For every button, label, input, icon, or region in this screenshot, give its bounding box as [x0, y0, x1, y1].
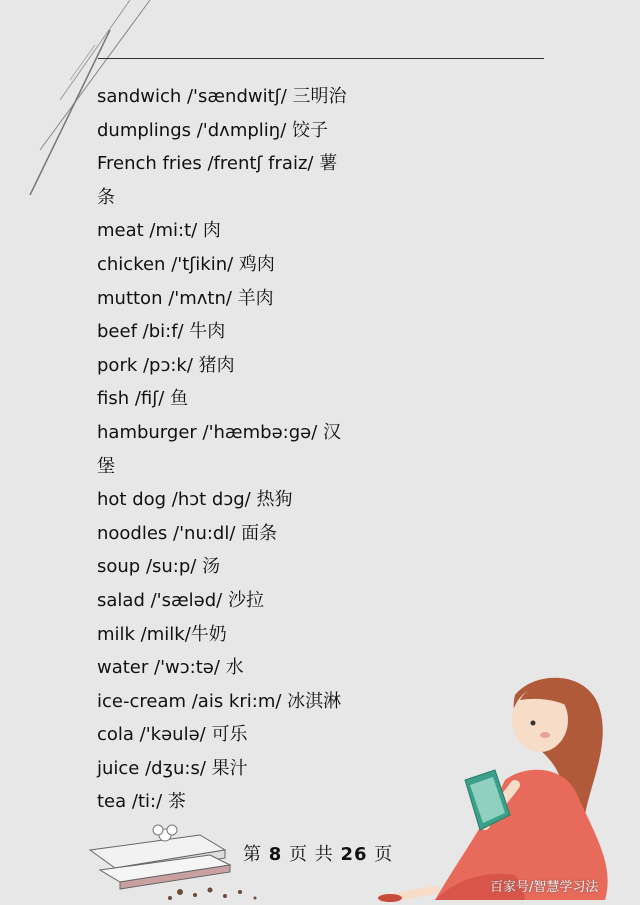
vocab-line: beef /bi:f/ 牛肉	[97, 321, 226, 343]
vocab-line: mutton /'mʌtn/ 羊肉	[97, 287, 274, 309]
vocab-line: pork /pɔ:k/ 猪肉	[97, 354, 235, 376]
vocab-line: French fries /frentʃ fraiz/ 薯	[97, 153, 338, 175]
vocab-line: tea /ti:/ 茶	[97, 791, 186, 813]
vocab-line: fish /fiʃ/ 鱼	[97, 388, 189, 410]
vocab-line: sandwich /'sændwitʃ/ 三明治	[97, 86, 347, 107]
vocab-line: ice-cream /ais kri:m/ 冰淇淋	[97, 690, 342, 712]
girl-reading-illustration	[375, 665, 635, 905]
vocab-line: water /'wɔ:tə/ 水	[97, 657, 244, 679]
page-footer	[243, 840, 393, 866]
vocab-line: hot dog /hɔt dɔg/ 热狗	[97, 489, 293, 511]
current-page-number: 8	[268, 844, 283, 865]
footer-label: 页 共	[289, 844, 334, 865]
footer-label: 页	[374, 844, 394, 865]
watermark-text: 百家号/智慧学习法	[490, 880, 599, 895]
footer-label: 第	[243, 844, 262, 865]
vocab-line: dumplings /'dʌmpliŋ/ 饺子	[97, 119, 328, 141]
vocabulary-list	[97, 80, 397, 819]
vocab-line: soup /su:p/ 汤	[97, 556, 221, 578]
total-pages-number: 26	[340, 844, 368, 865]
vocab-line: 堡	[97, 455, 115, 477]
vocab-line: hamburger /'hæmbə:gə/ 汉	[97, 421, 341, 443]
header-rule	[98, 58, 544, 59]
vocab-line: 条	[97, 186, 115, 208]
vocab-line: meat /mi:t/ 肉	[97, 220, 221, 242]
vocab-line: cola /'kəulə/ 可乐	[97, 724, 248, 746]
vocab-line: noodles /'nu:dl/ 面条	[97, 522, 278, 544]
vocab-line: juice /dʒu:s/ 果汁	[97, 757, 248, 779]
vocab-line: chicken /'tʃikin/ 鸡肉	[97, 253, 275, 275]
vocab-line: milk /milk/牛奶	[97, 623, 227, 645]
vocab-line: salad /'sæləd/ 沙拉	[97, 589, 264, 611]
